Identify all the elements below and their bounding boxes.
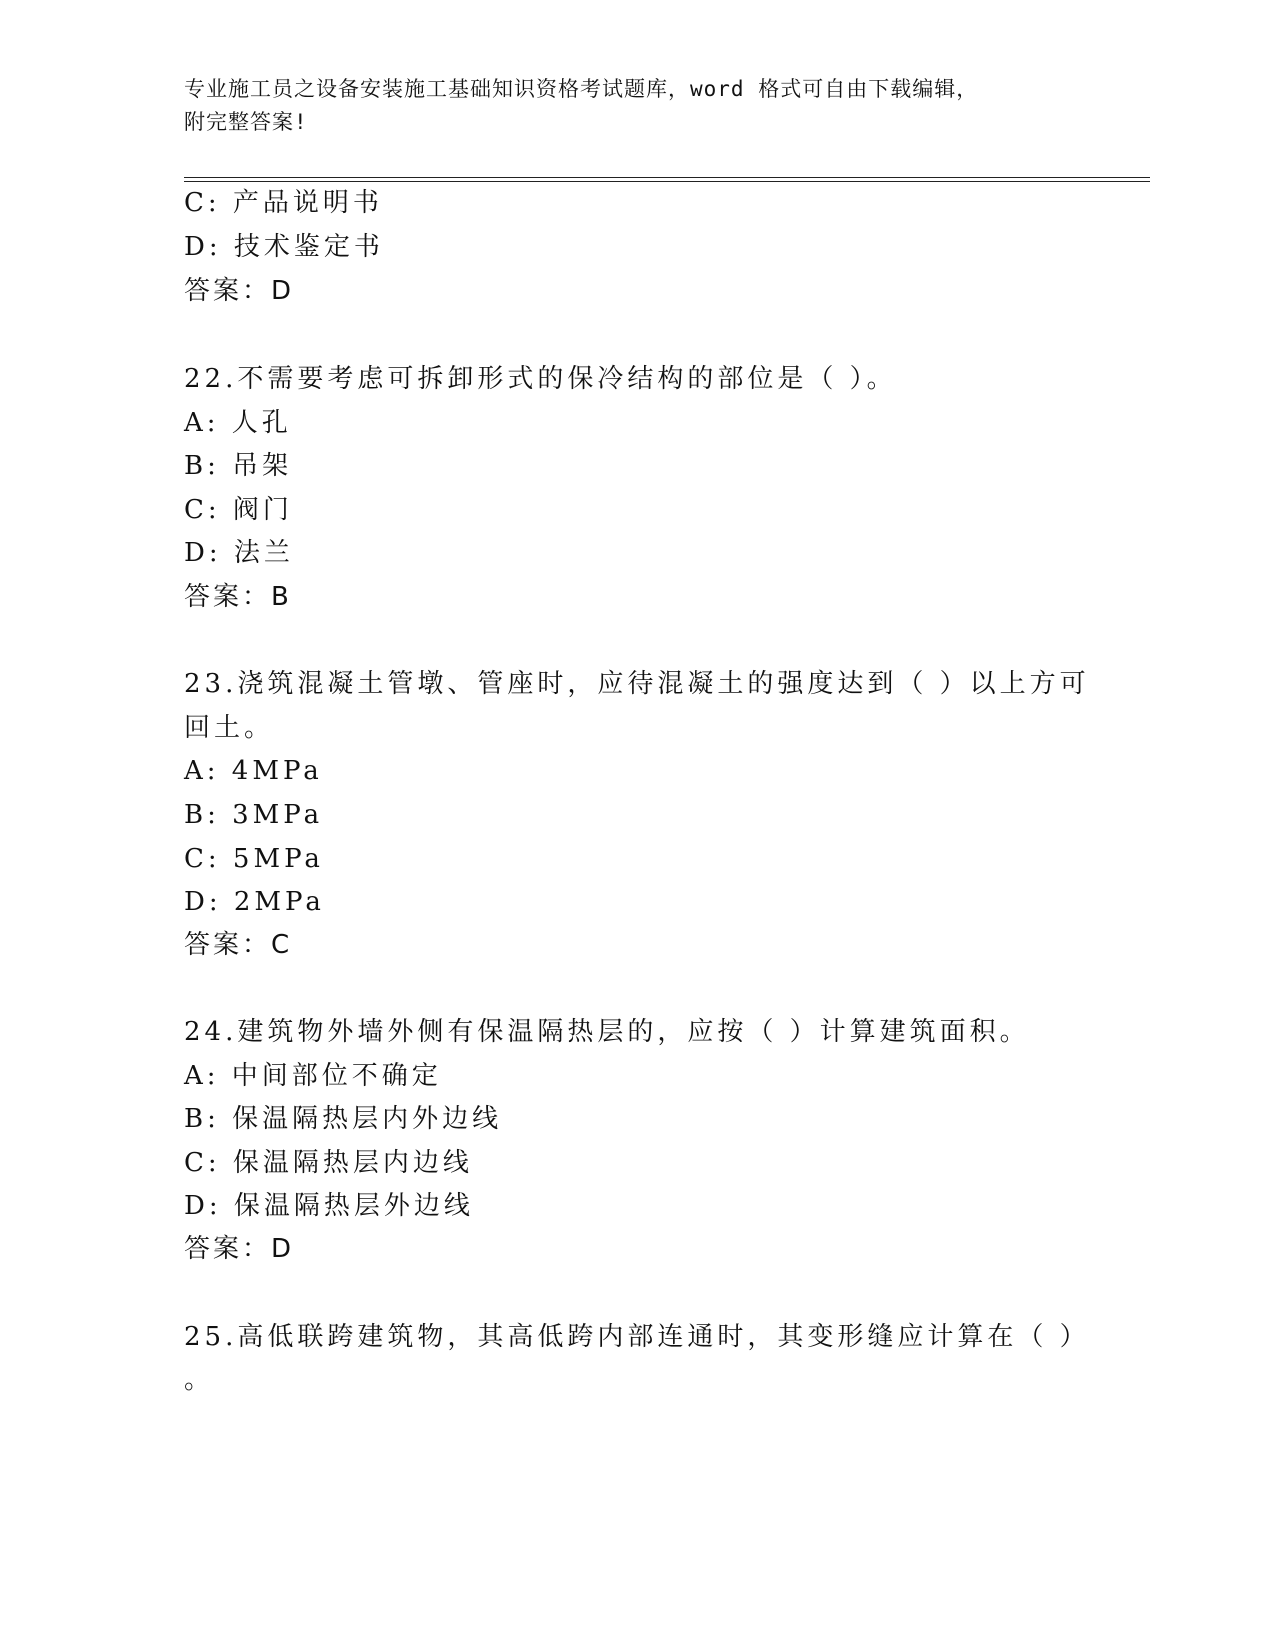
q23-option-a: A: 4MPa [184, 756, 323, 786]
q21-answer [184, 274, 293, 308]
answer-value: D [271, 1234, 294, 1264]
q22-answer [184, 580, 291, 614]
q25-question-line-1: 25.高低联跨建筑物，其高低跨内部连通时，其变形缝应计算在（ ） [184, 1322, 1090, 1352]
q22-option-b: B: 吊架 [184, 451, 293, 481]
header-divider-top [184, 177, 1150, 178]
q23-question-line-2: 回土。 [184, 713, 275, 743]
q24-option-d: D: 保温隔热层外边线 [184, 1191, 474, 1221]
header-divider-bottom [184, 181, 1150, 182]
q24-question: 24.建筑物外墙外侧有保温隔热层的，应按（ ）计算建筑面积。 [184, 1017, 1030, 1047]
answer-label: 答案： [184, 930, 272, 960]
answer-label: 答案： [184, 582, 272, 612]
answer-label: 答案： [184, 276, 272, 306]
answer-value: C [271, 930, 292, 960]
q24-option-a: A: 中间部位不确定 [184, 1061, 442, 1091]
q23-option-c: C: 5MPa [184, 844, 324, 874]
q22-option-d: D: 法兰 [184, 538, 294, 568]
q23-option-b: B: 3MPa [184, 800, 324, 830]
q21-option-c: C: 产品说明书 [184, 188, 383, 218]
q24-option-c: C: 保温隔热层内边线 [184, 1148, 473, 1178]
q25-question-line-2: 。 [184, 1365, 215, 1395]
q23-answer [184, 928, 291, 962]
q23-option-d: D: 2MPa [184, 887, 325, 917]
q22-option-c: C: 阀门 [184, 495, 293, 525]
q22-option-a: A: 人孔 [184, 408, 292, 438]
q22-question: 22.不需要考虑可拆卸形式的保冷结构的部位是（ ）。 [184, 364, 897, 394]
document-header [184, 73, 1084, 139]
answer-label: 答案： [184, 1234, 272, 1264]
q24-answer [184, 1232, 293, 1266]
header-title-line-2: 附完整答案! [184, 110, 308, 134]
answer-value: D [271, 276, 294, 306]
answer-value: B [271, 582, 291, 612]
q24-option-b: B: 保温隔热层内外边线 [184, 1104, 503, 1134]
q21-option-d: D: 技术鉴定书 [184, 232, 384, 262]
q23-question-line-1: 23.浇筑混凝土管墩、管座时，应待混凝土的强度达到（ ）以上方可 [184, 669, 1090, 699]
header-title-line-1: 专业施工员之设备安装施工基础知识资格考试题库，word 格式可自由下载编辑， [184, 77, 979, 101]
